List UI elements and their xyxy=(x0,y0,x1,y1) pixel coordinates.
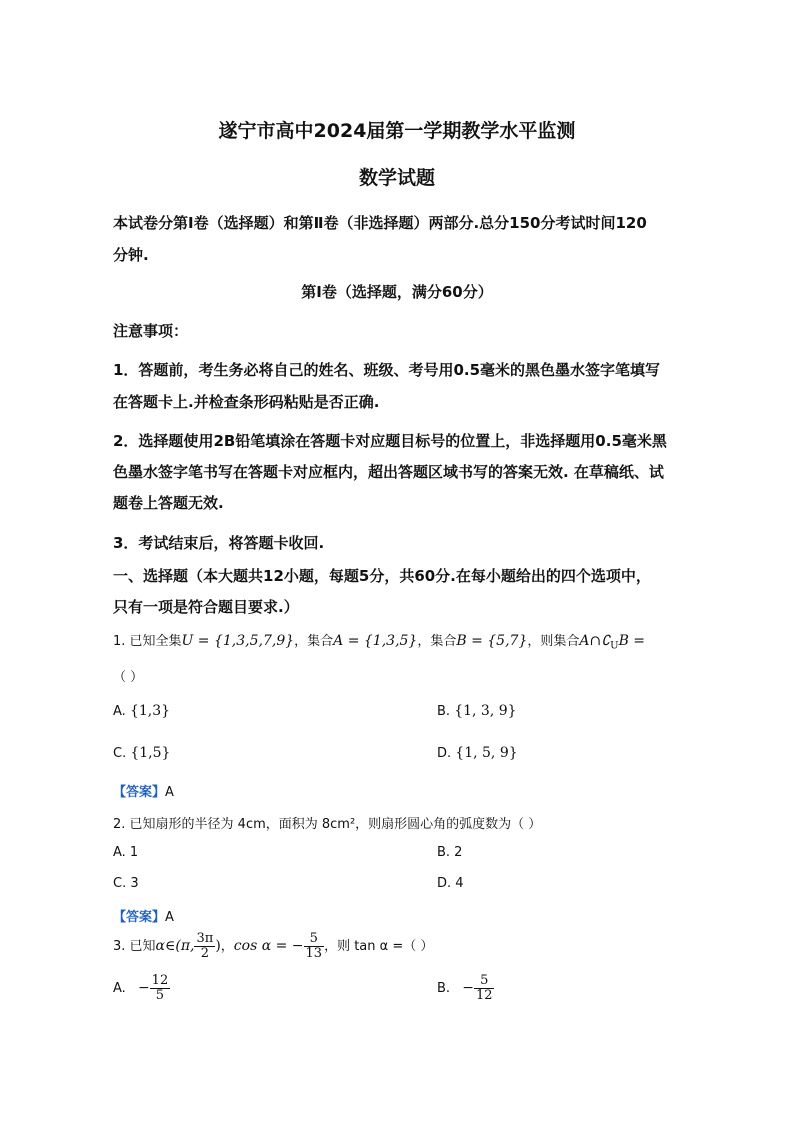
q2-option-d: D. 4 xyxy=(437,876,464,891)
q3-f2-den: 13 xyxy=(305,946,323,961)
q3-fraction-5-13 xyxy=(304,932,325,961)
q1-option-c-value: {1,5} xyxy=(130,745,171,761)
note-1-line-1: 1．答题前，考生务必将自己的姓名、班级、考号用0.5毫米的黑色墨水签字笔填写 xyxy=(113,361,661,379)
q1-mid2: ，集合 xyxy=(417,634,457,649)
q3-option-a-den: 5 xyxy=(155,988,165,1003)
q1-answer-badge: 【答案】 xyxy=(113,785,166,800)
q1-prefix: 1. 已知全集 xyxy=(113,634,182,649)
q2-option-c: C. 3 xyxy=(113,876,139,891)
q1-answer-paren: （ ） xyxy=(113,670,144,685)
note-2-line-2: 色墨水签字笔书写在答题卡对应框内，超出答题区域书写的答案无效. 在草稿纸、试 xyxy=(113,463,664,481)
intro-line-1: 本试卷分第Ⅰ卷（选择题）和第Ⅱ卷（非选择题）两部分.总分150分考试时间120 xyxy=(113,214,647,232)
note-2-line-3: 题卷上答题无效. xyxy=(113,494,224,512)
q3-f1-den: 2 xyxy=(200,946,210,961)
q2-answer-value: A xyxy=(165,910,174,925)
exam-title: 遂宁市高中2024届第一学期教学水平监测 xyxy=(218,120,576,142)
note-3: 3．考试结束后，将答题卡收回. xyxy=(113,534,325,552)
q2-answer xyxy=(113,906,174,925)
q1-option-b-value: {1, 3, 9} xyxy=(454,703,517,719)
q1-answer xyxy=(113,781,174,800)
q1-mid3: ，则集合 xyxy=(527,634,580,649)
q1-expression-sub: U xyxy=(610,640,619,652)
q1-universal-set: U = {1,3,5,7,9} xyxy=(181,633,295,649)
q1-answer-value: A xyxy=(165,785,174,800)
q3-alpha-close: ) xyxy=(215,938,221,954)
q1-option-b xyxy=(437,703,517,719)
q3-prefix: 3. 已知 xyxy=(113,939,156,954)
q3-stem xyxy=(113,932,433,961)
q3-option-a-label: A. xyxy=(113,981,126,996)
q1-expression: A∩∁ xyxy=(579,633,611,649)
q3-f1-num: 3π xyxy=(196,931,214,946)
note-1-line-2: 在答题卡上.并检查条形码粘贴是否正确. xyxy=(113,393,380,411)
q3-comma: ， xyxy=(220,939,234,954)
q2-stem: 2. 已知扇形的半径为 4cm，面积为 8cm²，则扇形圆心角的弧度数为（ ） xyxy=(113,817,542,832)
q1-option-a-value: {1,3} xyxy=(129,703,171,719)
q1-option-a xyxy=(113,703,170,719)
section-title: 第Ⅰ卷（选择题，满分60分） xyxy=(301,283,493,301)
q3-f2-num: 5 xyxy=(304,932,325,947)
q1-option-d xyxy=(437,745,518,761)
q2-option-b: B. 2 xyxy=(437,845,463,860)
part1-line-2: 只有一项是符合题目要求.） xyxy=(113,598,299,616)
q2-answer-badge: 【答案】 xyxy=(113,910,166,925)
intro-line-2: 分钟. xyxy=(113,246,149,264)
q1-set-b: B = {5,7} xyxy=(456,633,528,649)
q1-stem xyxy=(113,630,645,652)
notes-heading: 注意事项： xyxy=(113,322,189,340)
q1-option-c xyxy=(113,745,170,761)
q1-option-d-label: D. xyxy=(437,746,452,761)
q3-option-a-fraction xyxy=(150,974,171,1003)
q3-option-a-num: 12 xyxy=(151,973,169,988)
exam-subtitle: 数学试题 xyxy=(358,167,435,189)
q3-option-b-den: 12 xyxy=(475,988,493,1003)
q1-option-d-value: {1, 5, 9} xyxy=(455,745,518,761)
q3-option-a xyxy=(113,974,170,1003)
q3-cos: cos α = − xyxy=(233,938,304,954)
q3-option-b-fraction xyxy=(474,974,495,1003)
q2-option-a: A. 1 xyxy=(113,845,139,860)
q3-option-b-num: 5 xyxy=(474,974,495,989)
q3-tail: ，则 tan α =（ ） xyxy=(324,939,434,954)
note-2-line-1: 2．选择题使用2B铅笔填涂在答题卡对应题目标号的位置上，非选择题用0.5毫米黑 xyxy=(113,432,667,450)
q3-fraction-3pi-2 xyxy=(194,932,215,961)
q3-option-b-label: B. xyxy=(437,981,451,996)
part1-line-1: 一、选择题（本大题共12小题，每题5分，共60分.在每小题给出的四个选项中， xyxy=(113,567,651,585)
q1-option-b-label: B. xyxy=(437,704,451,719)
q3-alpha-in: α∈(π, xyxy=(155,938,195,954)
q1-mid1: ，集合 xyxy=(294,634,334,649)
q3-option-b-sign: − xyxy=(462,980,474,996)
q1-option-a-label: A. xyxy=(113,704,126,719)
q1-expression-tail: B = xyxy=(618,633,646,649)
q3-option-b xyxy=(437,974,494,1003)
q3-option-a-sign: − xyxy=(137,980,150,996)
q1-option-c-label: C. xyxy=(113,746,127,761)
q1-set-a: A = {1,3,5} xyxy=(333,633,418,649)
